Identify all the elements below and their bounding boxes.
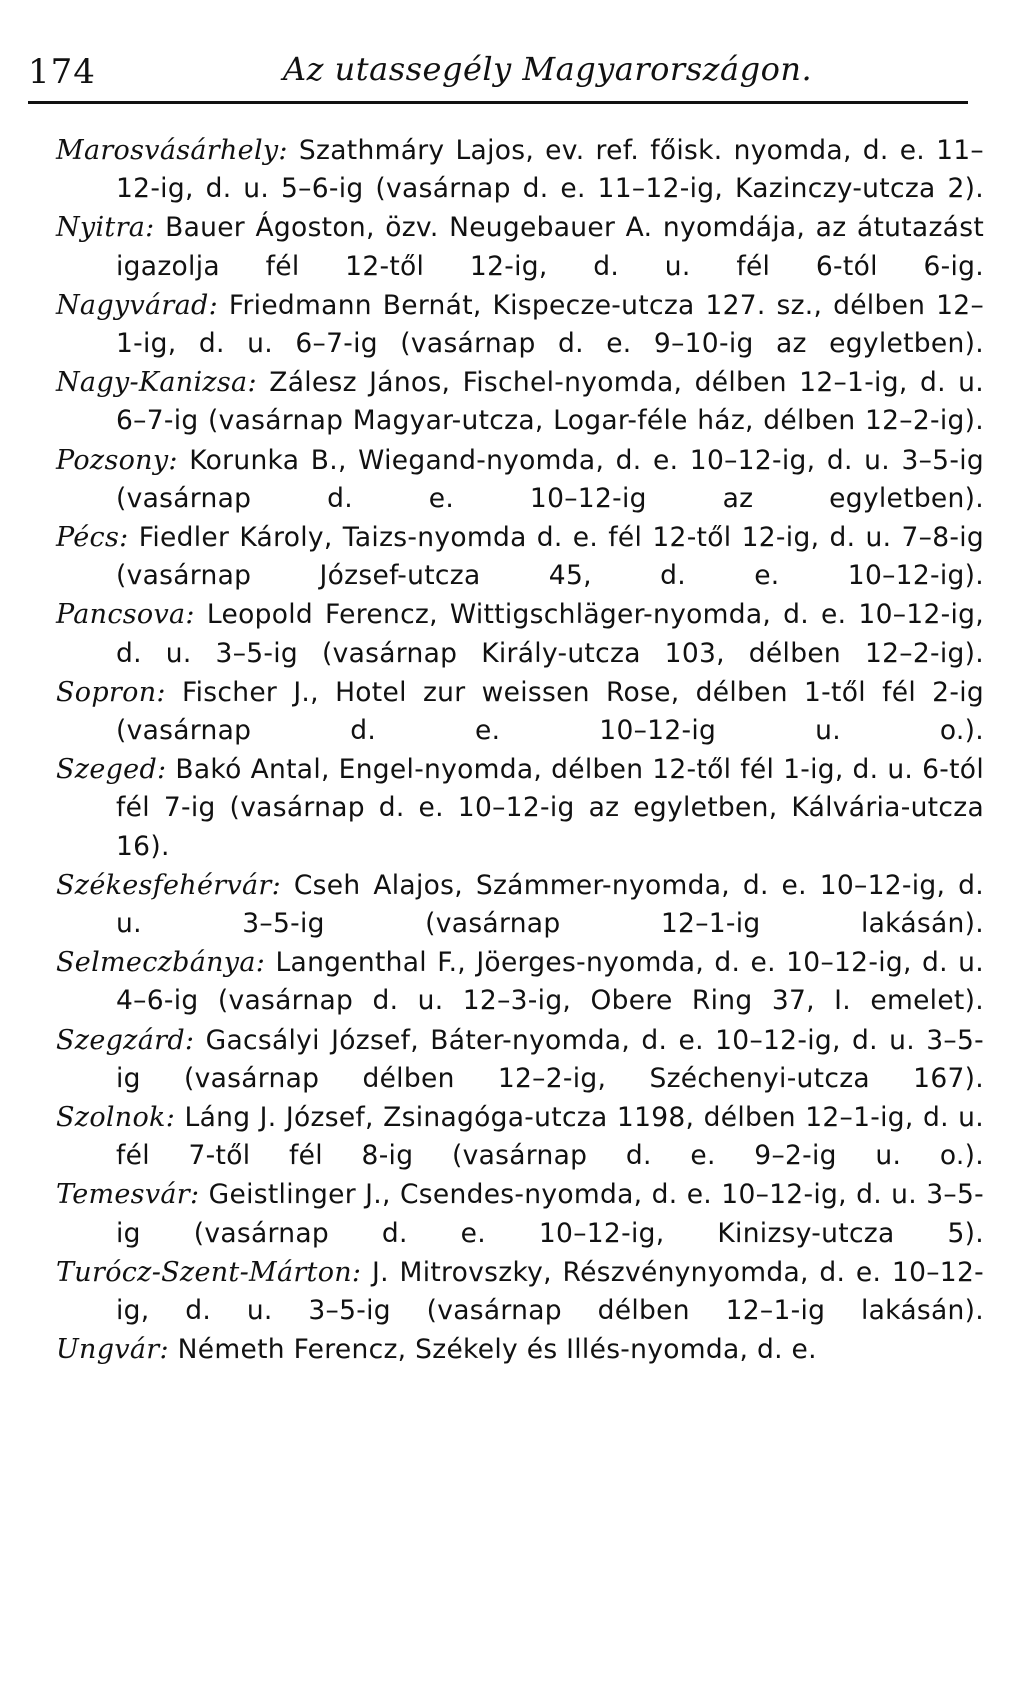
- entry-city: Szegzárd:: [56, 1024, 195, 1056]
- entry-sopron: [56, 674, 984, 750]
- entry-text: Friedmann Bernát, Kispecze-utcza 127. sz., délben 12–1-ig, d. u. 6–7-ig (vasárnap d. e. 9–10-ig az egyletben).: [116, 289, 984, 360]
- entry-city: Székesfehérvár:: [56, 869, 281, 901]
- entry-nyitra: [56, 209, 984, 285]
- entry-text: Langenthal F., Jöerges-nyomda, d. e. 10–12-ig, d. u. 4–6-ig (vasárnap d. u. 12–3-ig, Obere Ring 37, I. emelet).: [116, 947, 984, 1017]
- running-title: Az utassegély Magyarországon.: [283, 50, 813, 88]
- entry-city: Sopron:: [56, 676, 166, 708]
- entry-city: Pécs:: [56, 522, 129, 554]
- entry-city: Temesvár:: [56, 1179, 200, 1211]
- entry-text: Zálesz János, Fischel-nyomda, délben 12–1-ig, d. u. 6–7-ig (vasárnap Magyar-utcza, Logar-féle ház, délben 12–2-ig).: [116, 367, 984, 437]
- entry-city: Selmeczbánya:: [56, 947, 266, 979]
- entry-city: Ungvár:: [56, 1334, 169, 1366]
- entry-city: Marosvásárhely:: [56, 135, 288, 166]
- entry-text: Fischer J., Hotel zur weissen Rose, délben 1-től fél 2-ig (vasárnap d. e. 10–12-ig u. o.).: [116, 676, 984, 747]
- entry-pozsony: [56, 442, 984, 518]
- entry-text: Leopold Ferencz, Wittigschläger-nyomda, d. e. 10–12-ig, d. u. 3–5-ig (vasárnap Király-utcza 103, délben 12–2-ig).: [116, 599, 984, 669]
- entry-text: Bauer Ágoston, özv. Neugebauer A. nyomdája, az átutazást igazolja fél 12-től 12-ig, d. u. fél 6-tól 6-ig.: [116, 212, 985, 282]
- entry-szolnok: [56, 1099, 984, 1175]
- entry-city: Nyitra:: [56, 212, 155, 244]
- entry-text: Gacsályi József, Báter-nyomda, d. e. 10–12-ig, d. u. 3–5-ig (vasárnap délben 12–2-ig, Széchenyi-utcza 167).: [116, 1024, 984, 1094]
- entry-text: Németh Ferencz, Székely és Illés-nyomda, d. e.: [177, 1334, 817, 1366]
- entry-text: Fiedler Károly, Taizs-nyomda d. e. fél 12-től 12-ig, d. u. 7–8-ig (vasárnap József-utcza 45, d. e. 10–12-ig).: [116, 522, 984, 592]
- entry-text: Bakó Antal, Engel-nyomda, délben 12-től fél 1-ig, d. u. 6-tól fél 7-ig (vasárnap d. e. 10–12-ig az egyletben, Kálvária-utcza 16).: [116, 754, 984, 862]
- entry-city: Szeged:: [56, 754, 167, 786]
- entry-nagyvarad: [56, 287, 984, 363]
- page-body: [56, 132, 984, 1371]
- entry-szegzard: [56, 1022, 984, 1098]
- entry-text: J. Mitrovszky, Részvénynyomda, d. e. 10–12-ig, d. u. 3–5-ig (vasárnap délben 12–1-ig lakásán).: [116, 1256, 984, 1327]
- entry-nagy-kanizsa: [56, 364, 984, 440]
- entry-ungvar: [56, 1331, 984, 1369]
- entry-szeged: [56, 751, 984, 866]
- entry-city: Turócz-Szent-Márton:: [56, 1256, 362, 1288]
- entry-city: Nagyvárad:: [56, 289, 218, 321]
- entry-temesvar: [56, 1176, 984, 1252]
- entry-pancsova: [56, 596, 984, 672]
- entry-text: Cseh Alajos, Számmer-nyomda, d. e. 10–12-ig, d. u. 3–5-ig (vasárnap 12–1-ig lakásán).: [116, 869, 984, 940]
- header-rule: [28, 101, 968, 104]
- entry-text: Korunka B., Wiegand-nyomda, d. e. 10–12-ig, d. u. 3–5-ig (vasárnap d. e. 10–12-ig az egyletben).: [116, 444, 984, 514]
- entry-city: Nagy-Kanizsa:: [56, 367, 257, 399]
- entry-szekesfehervar: [56, 867, 984, 943]
- entry-text: Szathmáry Lajos, ev. ref. főisk. nyomda, d. e. 11–12-ig, d. u. 5–6-ig (vasárnap d. e. 11–12-ig, Kazinczy-utcza 2).: [116, 135, 984, 205]
- entry-text: Láng J. József, Zsinagóga-utcza 1198, délben 12–1-ig, d. u. fél 7-től fél 8-ig (vasárnap d. e. 9–2-ig u. o.).: [116, 1102, 985, 1172]
- entry-city: Pozsony:: [56, 444, 178, 476]
- page-header: [28, 38, 968, 108]
- entry-pecs: [56, 519, 984, 595]
- entry-turocz-szent-marton: [56, 1254, 984, 1330]
- entry-text: Geistlinger J., Csendes-nyomda, d. e. 10–12-ig, d. u. 3–5-ig (vasárnap d. e. 10–12-ig, Kinizsy-utcza 5).: [116, 1179, 984, 1249]
- entry-marosvasarhely: [56, 132, 984, 208]
- entry-selmeczbanya: [56, 944, 984, 1020]
- entry-city: Pancsova:: [56, 599, 195, 631]
- entry-city: Szolnok:: [56, 1102, 176, 1134]
- page-number: 174: [28, 52, 96, 92]
